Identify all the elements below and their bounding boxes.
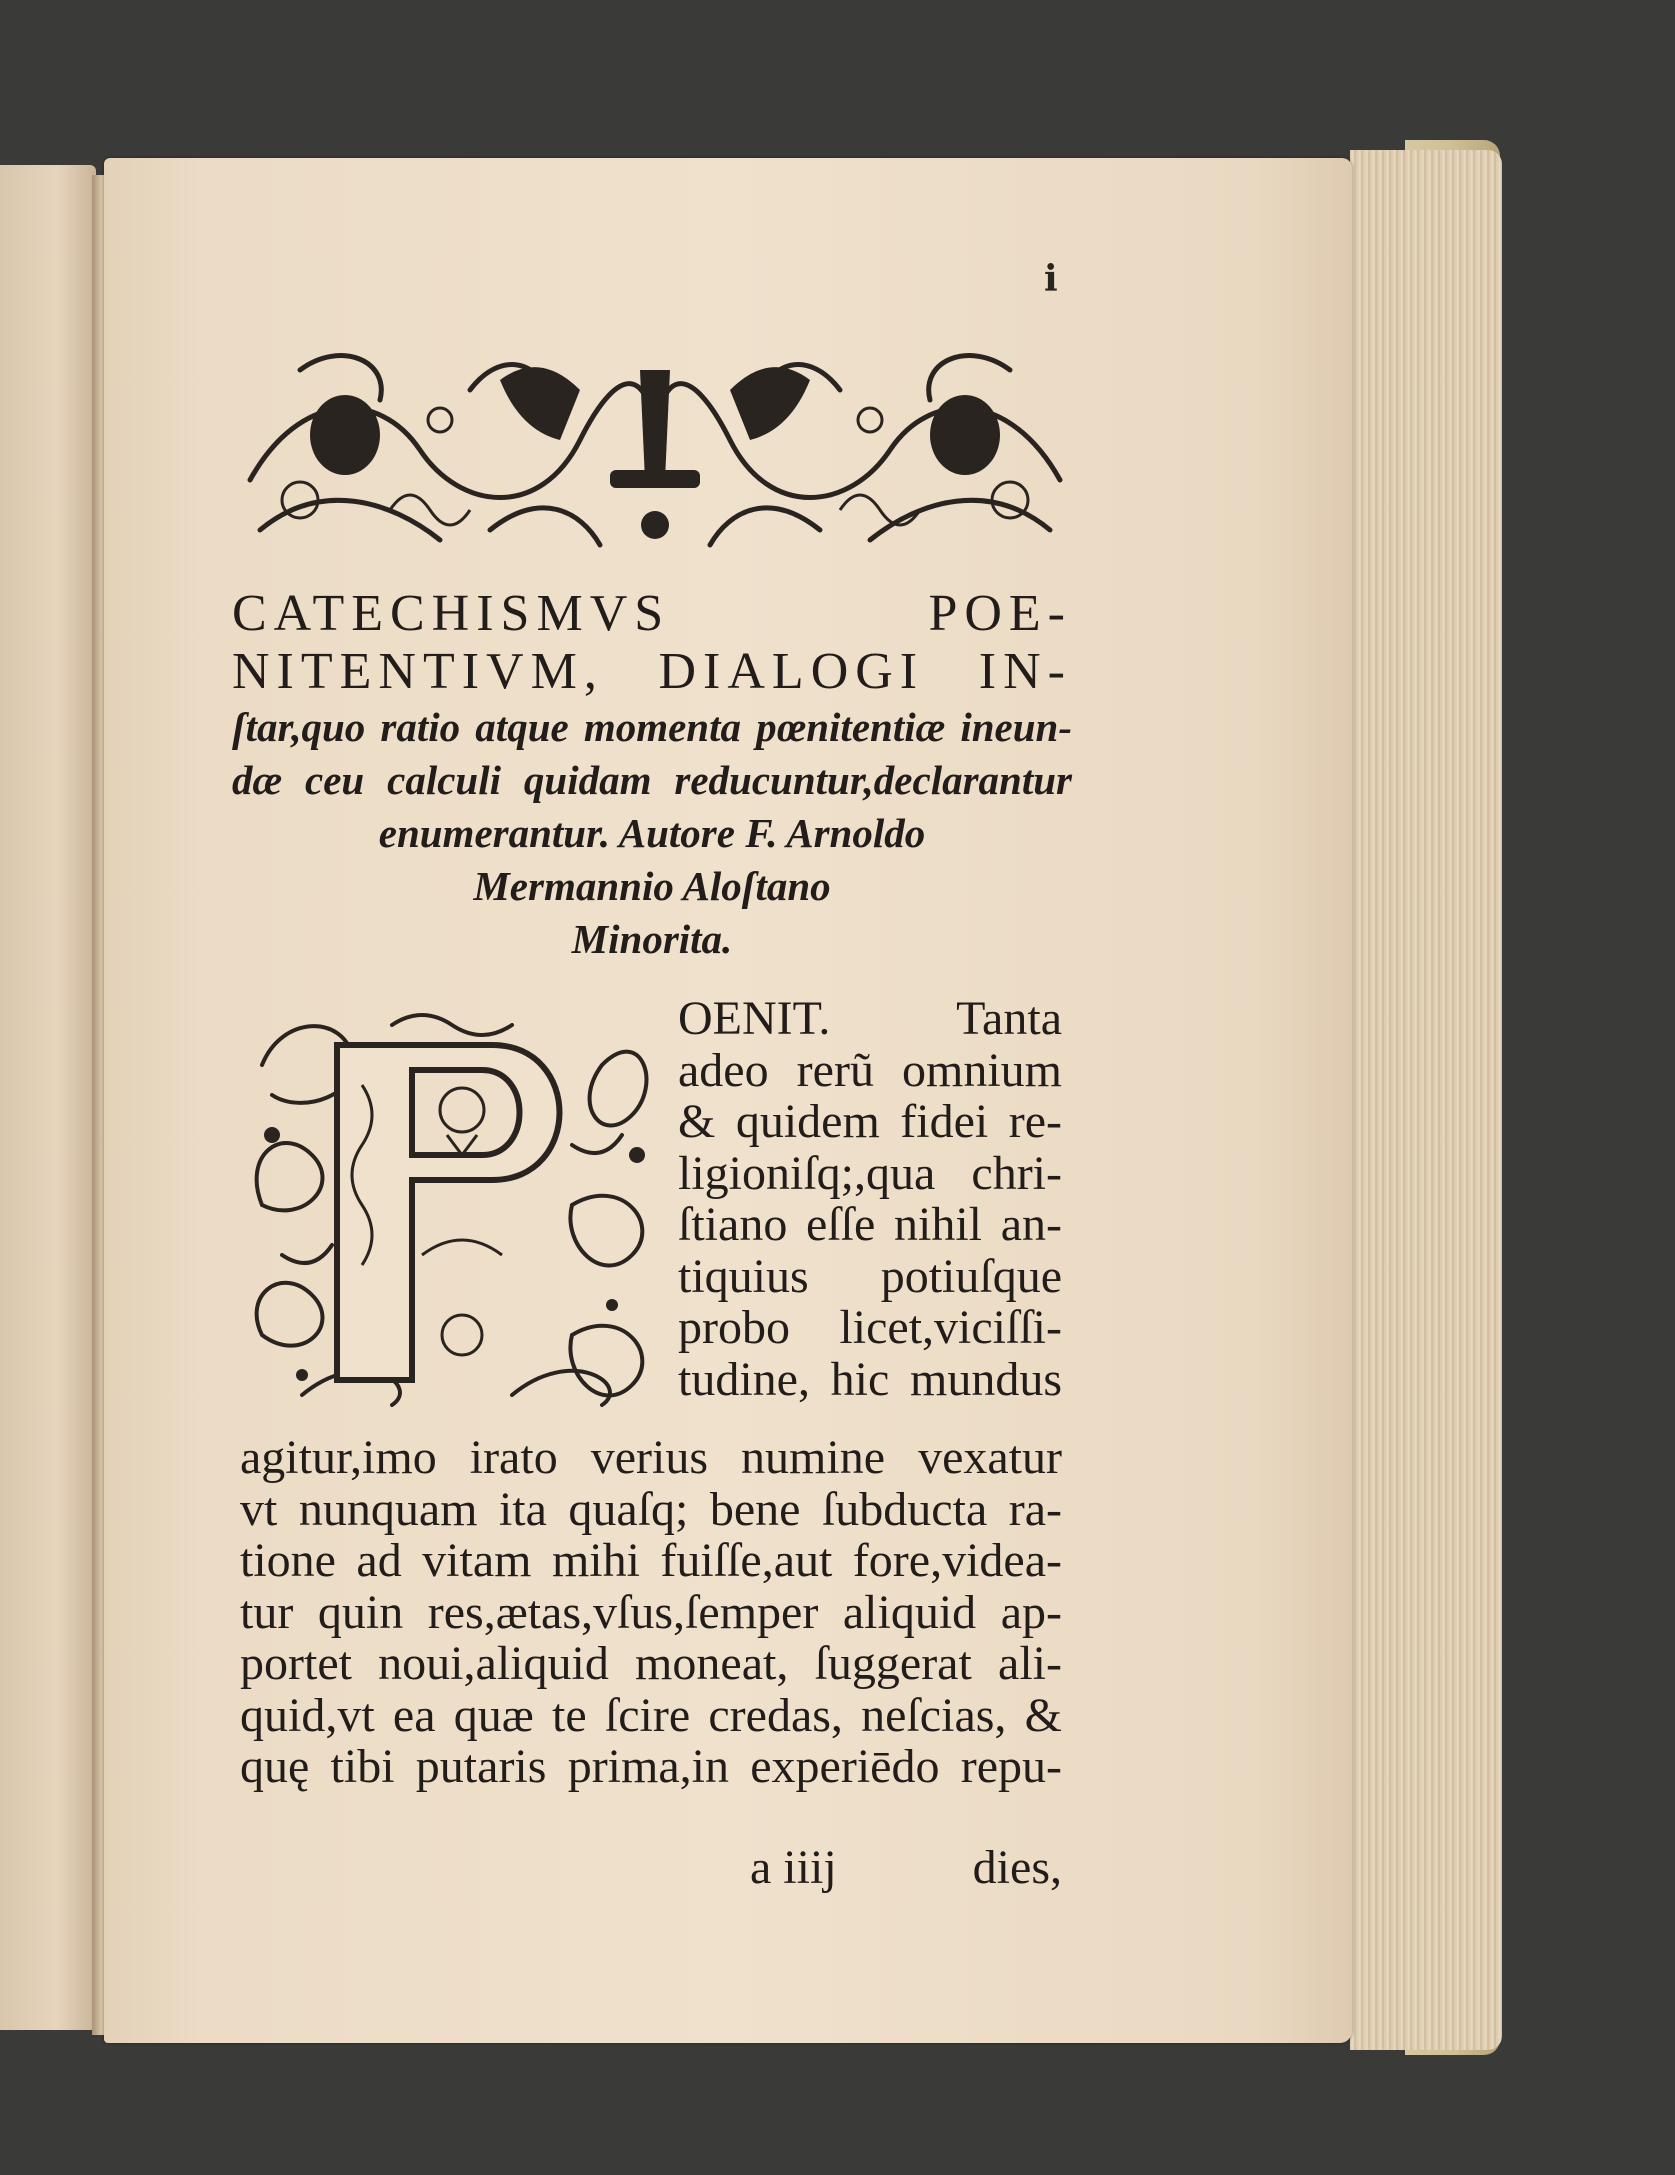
facing-page-edge [0, 165, 96, 2030]
title-italic-line-1: ſtar,quo ratio atque momenta pœnitentiæ ineun- [232, 704, 1072, 750]
right-column-text [678, 993, 1062, 1405]
initial-letter-p-shape [337, 1045, 560, 1380]
text-line: portet noui,aliquid moneat, ſuggerat ali- [240, 1637, 1062, 1690]
text-line: OENIT. Tanta [678, 992, 1062, 1045]
title-italic-line-2: dæ ceu calculi quidam reducuntur,declarantur [232, 757, 1072, 803]
title-italic-line-3: enumerantur. Autore F. Arnoldo [378, 810, 926, 856]
text-line: tur quin res,ætas,vſus,ſemper aliquid ap- [240, 1585, 1062, 1639]
signature-mark: a iiij [750, 1841, 837, 1894]
text-line: ſtiano eſſe nihil an- [678, 1198, 1062, 1251]
text-line: tudine, hic mundus [678, 1352, 1062, 1406]
page-footer [240, 1840, 1062, 1895]
text-line: agitur,imo irato verius numine vexatur [240, 1431, 1062, 1484]
catchword: dies, [972, 1841, 1062, 1894]
text-line: tione ad vitam mihi fuiſſe,aut fore,videa- [240, 1534, 1062, 1587]
title-italic-line-5: Minorita. [571, 916, 733, 962]
text-line: adeo rerũ omnium [678, 1043, 1062, 1097]
text-line: tiquius potiuſque [678, 1249, 1062, 1303]
text-line: & quidem fidei re- [678, 1095, 1062, 1148]
text-line: quę tibi putaris prima,in experiēdo repu- [240, 1740, 1062, 1793]
full-width-text [240, 1432, 1062, 1793]
text-line: vt nunquam ita quaſq; bene ſubducta ra- [240, 1482, 1062, 1536]
ornamental-headpiece [240, 330, 1070, 558]
text-line: probo licet,viciſſi- [678, 1301, 1062, 1354]
title-caps-line-2: NITENTIVM, DIALOGI IN- [232, 643, 1072, 700]
title-caps-line-1: CATECHISMVS POE- [232, 585, 1072, 642]
decorated-initial-p [242, 1005, 667, 1410]
title-block [232, 585, 1072, 966]
text-line: ligioniſq;,qua chri- [678, 1146, 1062, 1200]
title-italic-line-4: Mermannio Aloſtano [473, 863, 831, 909]
text-line: quid,vt ea quæ te ſcire credas, neſcias, & [240, 1688, 1062, 1742]
page-block-edges [1350, 150, 1502, 2050]
folio-number: i [1044, 258, 1058, 300]
